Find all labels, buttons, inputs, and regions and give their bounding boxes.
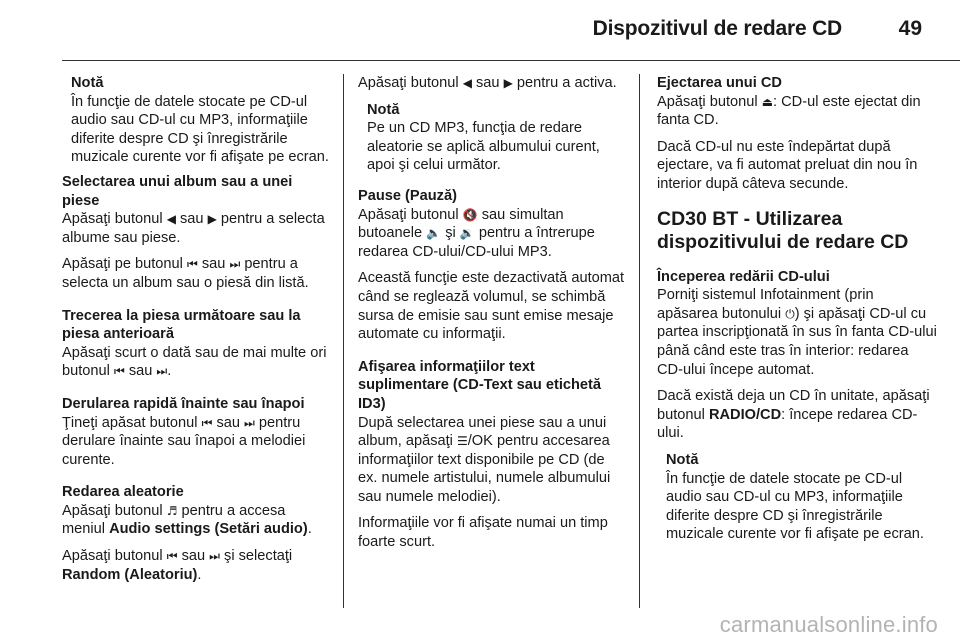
paragraph: Ţineţi apăsat butonul ⏮ sau ⏭ pentru derulare înainte sau înapoi a melodiei curente. [62,414,306,468]
seek-right-icon: ▶ [503,76,513,90]
skip-back-icon: ⏮ [201,415,213,430]
chapter-heading: CD30 BT - Utilizarea dispozitivului de redare CD [657,207,909,253]
header-divider [62,60,960,61]
seek-right-icon: ▶ [207,212,217,227]
section-select-album [62,173,330,293]
skip-back-icon: ⏮ [186,257,198,272]
menu-name: Audio settings (Setări audio) [109,521,308,538]
skip-forward-icon: ⏭ [156,364,168,379]
note-text: În funcţie de datele stocate pe CD-ul audio sau CD-ul cu MP3, informaţiile diferite despre CD şi înregistrările muzicale curente vor fi afişate pe ecran. [71,93,329,166]
paragraph: Apăsaţi butonul ⏮ sau ⏭ şi selectaţi Random (Aleatoriu). [62,548,293,583]
section-text-info [358,358,626,552]
note-text: În funcţie de datele stocate pe CD-ul audio sau CD-ul cu MP3, informaţiile diferite despre CD şi înregistrările muzicale curente vor fi afişate pe ecran. [666,470,924,543]
skip-back-icon: ⏮ [113,364,125,379]
section-heading: Trecerea la piesa următoare sau la piesa anterioară [62,307,301,343]
paragraph: Apăsaţi butonul ◀ sau ▶ pentru a activa. [358,75,617,91]
volume-down-icon: 🔈 [426,226,442,241]
watermark: carmanualsonline.info [719,612,938,637]
section-heading: Selectarea unui album sau a unei piese [62,173,293,209]
paragraph: Apăsaţi scurt o dată sau de mai multe ori butonul ⏮ sau ⏭. [62,344,327,380]
note-text: Pe un CD MP3, funcţia de redare aleatorie se aplică albumului curent, apoi şi celui următor. [367,120,600,174]
button-name: RADIO/CD [708,406,782,423]
section-heading: Derularea rapidă înainte sau înapoi [62,395,305,412]
paragraph: După selectarea unei piese sau a unui album, apăsaţi ☰/OK pentru accesarea informaţiilor text disponibile pe CD (de ex. numele artistului, numele albumului sau numele melodiei). [358,414,611,505]
option-name: Random (Aleatoriu) [62,566,198,583]
section-pause [358,187,626,344]
skip-forward-icon: ⏭ [244,415,255,430]
paragraph: Apăsaţi butonul ♬ pentru a accesa meniul Audio settings (Setări audio). [62,502,312,538]
section-heading: Redarea aleatorie [62,484,184,501]
paragraph: Porniţi sistemul Infotainment (prin apăsarea butonului ⏻) şi apăsaţi CD-ul cu partea inscripţionată în sus în fanta CD-ului până când este tras în interior: redarea CD-ului începe automat. [657,287,937,378]
paragraph: Apăsaţi butonul 🔇 sau simultan butoanele 🔈 şi 🔉 pentru a întrerupe redarea CD-ului/CD-ului MP3. [358,206,595,260]
note-box [62,74,330,167]
paragraph: Apăsaţi butonul ◀ sau ▶ pentru a selecta albume sau piese. [62,211,325,246]
note-box [657,451,937,544]
column-divider-1 [343,74,344,608]
section-fast-forward [62,395,330,469]
section-heading: Afişarea informaţiilor text suplimentare (CD-Text sau etichetă ID3) [358,358,602,412]
paragraph: Informaţiile vor fi afişate numai un timp foarte scurt. [358,515,608,551]
section-random-play [62,483,330,584]
paragraph: Apăsaţi butonul ⏏: CD-ul este ejectat din fanta CD. [657,93,921,129]
mute-icon: 🔇 [462,207,478,222]
power-icon: ⏻ [785,306,795,321]
volume-up-icon: 🔉 [459,226,475,241]
column-1 [62,74,330,598]
skip-forward-icon: ⏭ [209,549,220,564]
page-header [0,0,960,60]
skip-forward-icon: ⏭ [229,257,241,272]
note-label: Notă [666,451,699,468]
skip-back-icon: ⏮ [166,549,178,564]
seek-left-icon: ◀ [462,76,472,90]
paragraph: Dacă există deja un CD în unitate, apăsaţi butonul RADIO/CD: începe redarea CD-ului. [657,388,930,442]
paragraph: Această funcţie este dezactivată automat când se reglează volumul, se schimbă sursa de emisie sau sunt emise mesaje automate cu informaţii. [358,270,625,343]
menu-icon: ☰ [456,434,468,449]
page-number: 49 [898,17,922,40]
section-heading: Începerea redării CD-ului [657,268,830,285]
page-title: Dispozitivul de redare CD [592,17,842,40]
eject-icon: ⏏ [761,94,774,109]
seek-left-icon: ◀ [166,212,176,227]
section-start-playback [657,268,937,443]
section-heading: Pause (Pauză) [358,187,457,204]
note-label: Notă [71,75,104,91]
column-3 [657,74,937,550]
note-label: Notă [367,101,400,118]
column-2 [358,74,626,566]
paragraph: Dacă CD-ul nu este îndepărtat după ejectare, va fi automat preluat din nou în interior după câteva secunde. [657,138,918,192]
section-heading: Ejectarea unui CD [657,75,782,91]
section-next-previous-track [62,307,330,381]
note-box [358,101,626,175]
section-eject [657,74,937,194]
paragraph: Apăsaţi pe butonul ⏮ sau ⏭ pentru a selecta un album sau o piesă din listă. [62,256,309,291]
column-divider-2 [639,74,640,608]
music-note-icon: ♬ [166,503,178,518]
